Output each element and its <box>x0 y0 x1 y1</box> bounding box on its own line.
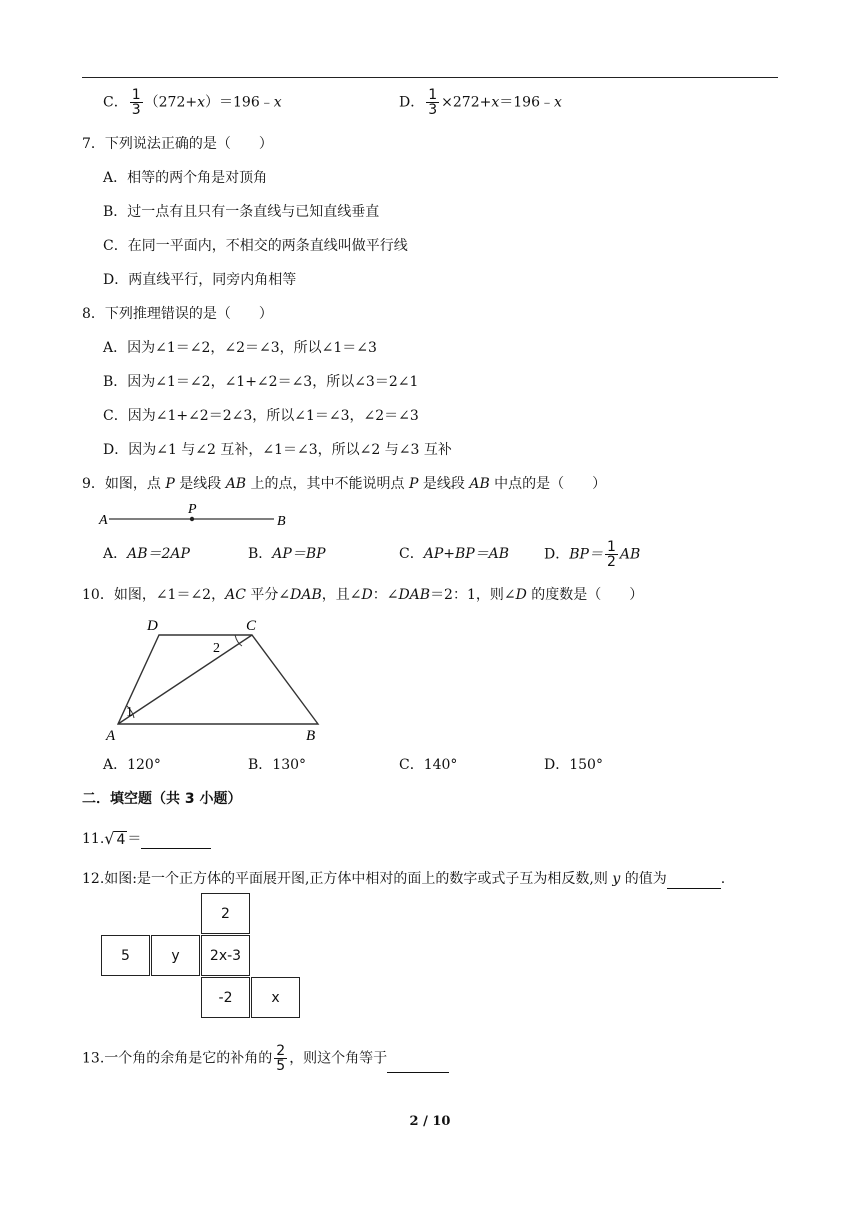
point-p <box>190 517 194 521</box>
label-b: B <box>306 728 316 744</box>
q8-option-d: D．因为∠1 与∠2 互补，∠1＝∠3，所以∠2 与∠3 互补 <box>103 442 452 458</box>
page-number: 2 / 10 <box>409 1114 451 1129</box>
q13: 13.一个角的余角是它的补角的 $\frac{2}{5}$ ，则这个角等于 <box>82 1044 449 1073</box>
net-cell-5: 5 <box>101 935 150 976</box>
q7-stem: 7．下列说法正确的是（ ） <box>82 136 273 152</box>
q10-option-d: D．150° <box>544 757 603 773</box>
segment-ab-figure <box>96 500 306 530</box>
q9-option-a: A．AB＝2AP <box>103 546 190 562</box>
q6-option-d: D． $\frac{1}{3}$ ×272+x＝196﹣x <box>399 87 562 118</box>
label-p: P <box>188 502 197 517</box>
fraction: $\frac{1}{3}$ <box>131 87 141 118</box>
q11: 11. √ 4 ＝ <box>82 829 211 849</box>
trapezoid-figure <box>100 612 330 747</box>
label-angle-2: 2 <box>213 641 220 656</box>
net-cell-y: y <box>151 935 200 976</box>
q7-option-c: C．在同一平面内，不相交的两条直线叫做平行线 <box>103 238 408 254</box>
label-a: A <box>106 728 116 744</box>
label-angle-1: 1 <box>126 705 133 720</box>
answer-blank[interactable] <box>141 832 211 849</box>
section-title: 二．填空题（共 3 小题） <box>82 791 242 807</box>
net-cell-top: 2 <box>201 893 250 934</box>
square-root: √ 4 <box>104 829 126 848</box>
label-d: D <box>147 618 158 634</box>
q8-stem: 8．下列推理错误的是（ ） <box>82 306 273 322</box>
q9-option-d: D．BP＝ $\frac{1}{2}$ AB <box>544 539 641 570</box>
q12-stem: 12.如图:是一个正方体的平面展开图,正方体中相对的面上的数字或式子互为相反数,则 y 的值为 . <box>82 871 726 887</box>
label-b: B <box>277 514 286 529</box>
q9-option-c: C．AP+BP＝AB <box>399 546 510 562</box>
q7-option-b: B．过一点有且只有一条直线与已知直线垂直 <box>103 204 380 220</box>
q7-option-d: D．两直线平行，同旁内角相等 <box>103 272 297 288</box>
q8-option-b: B．因为∠1＝∠2，∠1+∠2＝∠3，所以∠3＝2∠1 <box>103 374 419 390</box>
fraction: $\frac{1}{2}$ <box>606 539 616 570</box>
answer-blank[interactable] <box>387 1056 449 1073</box>
answer-blank[interactable] <box>667 872 721 889</box>
q10-stem: 10．如图，∠1＝∠2，AC 平分∠DAB，且∠D：∠DAB＝2：1，则∠D 的度数是（ ） <box>82 587 644 603</box>
header-rule <box>82 77 778 78</box>
q8-option-a: A．因为∠1＝∠2，∠2＝∠3，所以∠1＝∠3 <box>103 340 377 356</box>
net-cell-x: x <box>251 977 300 1018</box>
label-c: C <box>246 618 257 634</box>
q9-stem: 9．如图，点 P 是线段 AB 上的点，其中不能说明点 P 是线段 AB 中点的是（ ） <box>82 476 607 492</box>
net-cell-2x-3: 2x-3 <box>201 935 250 976</box>
q7-option-a: A．相等的两个角是对顶角 <box>103 170 268 186</box>
q6-option-c: C． $\frac{1}{3}$ （272+x）＝196﹣x <box>103 87 282 118</box>
label-a: A <box>99 513 108 528</box>
net-cell-neg2: -2 <box>201 977 250 1018</box>
q10-option-b: B．130° <box>248 757 307 773</box>
q10-option-c: C．140° <box>399 757 458 773</box>
q8-option-c: C．因为∠1+∠2＝2∠3，所以∠1＝∠3，∠2＝∠3 <box>103 408 419 424</box>
fraction: $\frac{1}{3}$ <box>428 87 438 118</box>
q9-option-b: B．AP＝BP <box>248 546 326 562</box>
q10-option-a: A．120° <box>103 757 161 773</box>
fraction: $\frac{2}{5}$ <box>276 1043 286 1074</box>
